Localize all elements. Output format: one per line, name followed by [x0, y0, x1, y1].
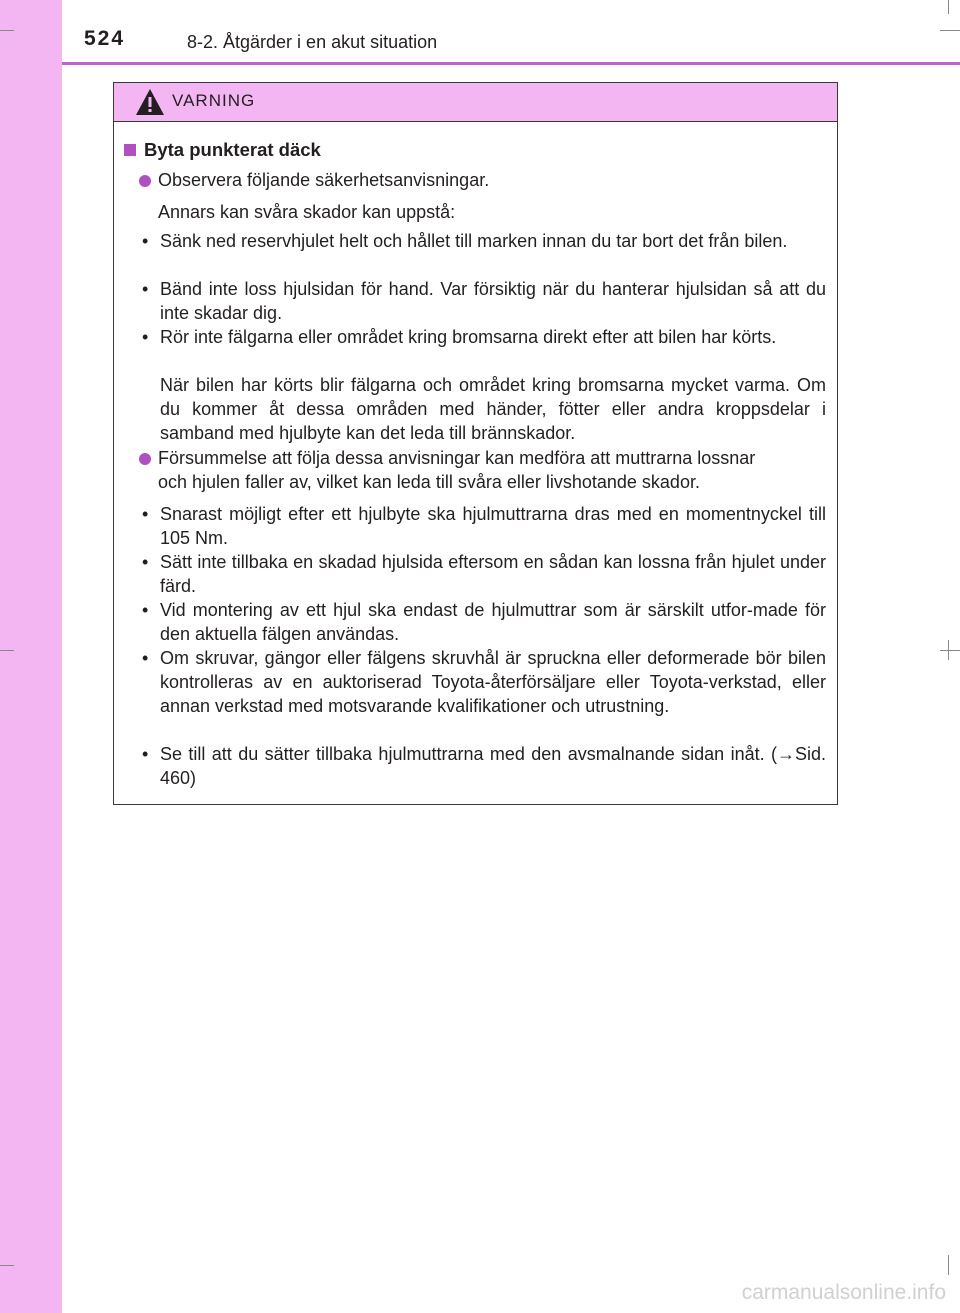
list-item: • Sätt inte tillbaka en skadad hjulsida eftersom en sådan kan lossna från hjulet under färd.	[142, 552, 826, 596]
crop-mark	[940, 650, 960, 651]
page-number: 524	[84, 27, 126, 50]
list-item-continuation: När bilen har körts blir fälgarna och området kring bromsarna mycket varma. Om du kommer åt dessa områden med händer, fötter eller andra kroppsdelar i samband med hjulbyte kan det leda till brännskador.	[160, 375, 826, 443]
watermark: carmanualsonline.info	[741, 1281, 946, 1304]
side-color-strip	[0, 0, 62, 1313]
list-item: • Se till att du sätter tillbaka hjulmuttrarna med den avsmalnande sidan inåt. (→Sid. 460)	[142, 744, 826, 788]
round-bullet-icon	[139, 453, 151, 465]
section-title: 8-2. Åtgärder i en akut situation	[187, 32, 438, 52]
square-bullet-icon	[124, 144, 136, 156]
item2-lead: Försummelse att följa dessa anvisningar kan medföra att muttrarna lossnar	[139, 446, 839, 470]
round-bullet-icon	[139, 175, 151, 187]
list-item: • Snarast möjligt efter ett hjulbyte ska hjulmuttrarna dras med en momentnyckel till 105 Nm.	[142, 504, 826, 548]
item1-sub: Annars kan svåra skador kan uppstå:	[158, 202, 456, 222]
crop-mark	[948, 1255, 949, 1275]
list-item: • Bänd inte loss hjulsidan för hand. Var försiktig när du hanterar hjulsidan så att du inte skadar dig.	[142, 279, 826, 323]
warning-header	[114, 83, 837, 122]
warning-triangle-icon	[134, 87, 166, 117]
crop-mark	[0, 1265, 14, 1266]
crop-mark	[0, 650, 14, 651]
crop-mark	[0, 30, 14, 31]
list-item: • Vid montering av ett hjul ska endast de hjulmuttrar som är särskilt utfor-made för den aktuella fälgen användas.	[142, 600, 826, 644]
list-item: • Sänk ned reservhjulet helt och hållet till marken innan du tar bort det från bilen.	[142, 231, 788, 251]
header-rule	[62, 62, 960, 65]
warning-title: VARNING	[172, 91, 256, 110]
list-item: • Rör inte fälgarna eller området kring bromsarna direkt efter att bilen har körts.	[142, 327, 777, 347]
warning-box	[113, 82, 838, 805]
list-item: • Om skruvar, gängor eller fälgens skruvhål är spruckna eller deformerade bör bilen kontrolleras av en auktoriserad Toyota-återförsäljare eller Toyota-verkstad, eller annan verkstad med motsvarande kvalifikationer och utrustning.	[142, 648, 826, 716]
topic-heading: Byta punkterat däck	[124, 138, 321, 162]
crop-mark	[940, 30, 960, 31]
crop-mark	[948, 0, 949, 14]
item1-lead: Observera följande säkerhetsanvisningar.	[139, 168, 489, 192]
item2-lead-line2: och hjulen faller av, vilket kan leda till svåra eller livshotande skador.	[158, 472, 700, 492]
